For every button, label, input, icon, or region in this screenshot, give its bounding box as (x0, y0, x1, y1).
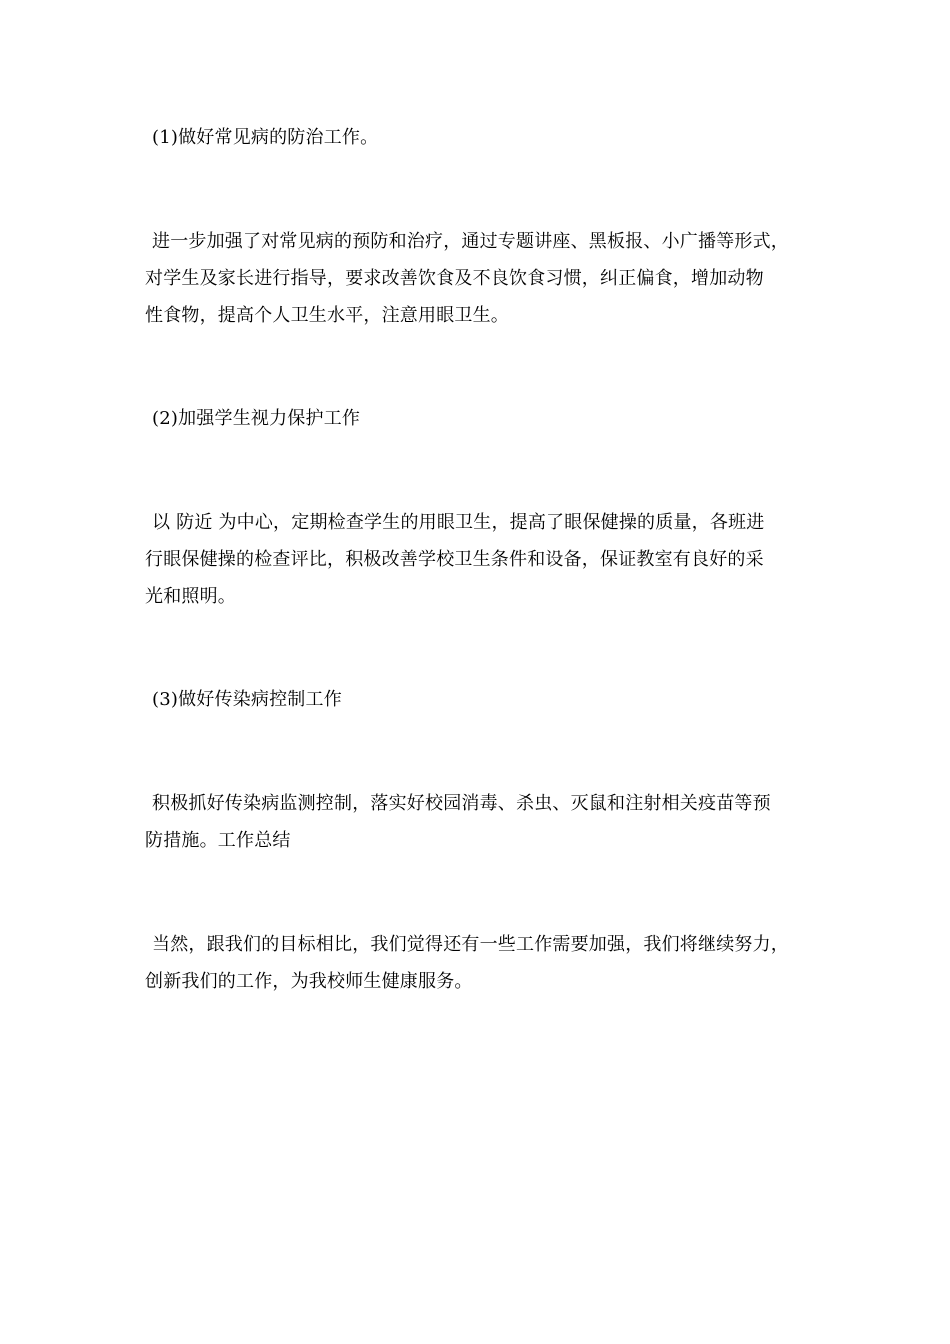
paragraph-3-line-1: 积极抓好传染病监测控制，落实好校园消毒、杀虫、灭鼠和注射相关疫苗等预 (152, 793, 771, 814)
paragraph-4-line-1: 当然，跟我们的目标相比，我们觉得还有一些工作需要加强，我们将继续努力， (152, 934, 789, 955)
section-heading-3: (3)做好传染病控制工作 (152, 689, 342, 710)
section-heading-2: (2)加强学生视力保护工作 (152, 408, 361, 429)
paragraph-4-line-2: 创新我们的工作，为我校师生健康服务。 (145, 971, 473, 992)
paragraph-3-line-2: 防措施。工作总结 (145, 830, 291, 851)
paragraph-1-line-2: 对学生及家长进行指导，要求改善饮食及不良饮食习惯，纠正偏食，增加动物 (145, 268, 764, 289)
paragraph-2-line-1: 以 防近 为中心，定期检查学生的用眼卫生，提高了眼保健操的质量，各班进 (152, 512, 765, 533)
paragraph-1-line-3: 性食物，提高个人卫生水平，注意用眼卫生。 (145, 305, 509, 326)
section-heading-1: (1)做好常见病的防治工作。 (152, 127, 379, 148)
paragraph-2-line-3: 光和照明。 (145, 586, 236, 607)
paragraph-1-line-1: 进一步加强了对常见病的预防和治疗，通过专题讲座、黑板报、小广播等形式， (152, 231, 789, 252)
paragraph-2-line-2: 行眼保健操的检查评比，积极改善学校卫生条件和设备，保证教室有良好的采 (145, 549, 764, 570)
